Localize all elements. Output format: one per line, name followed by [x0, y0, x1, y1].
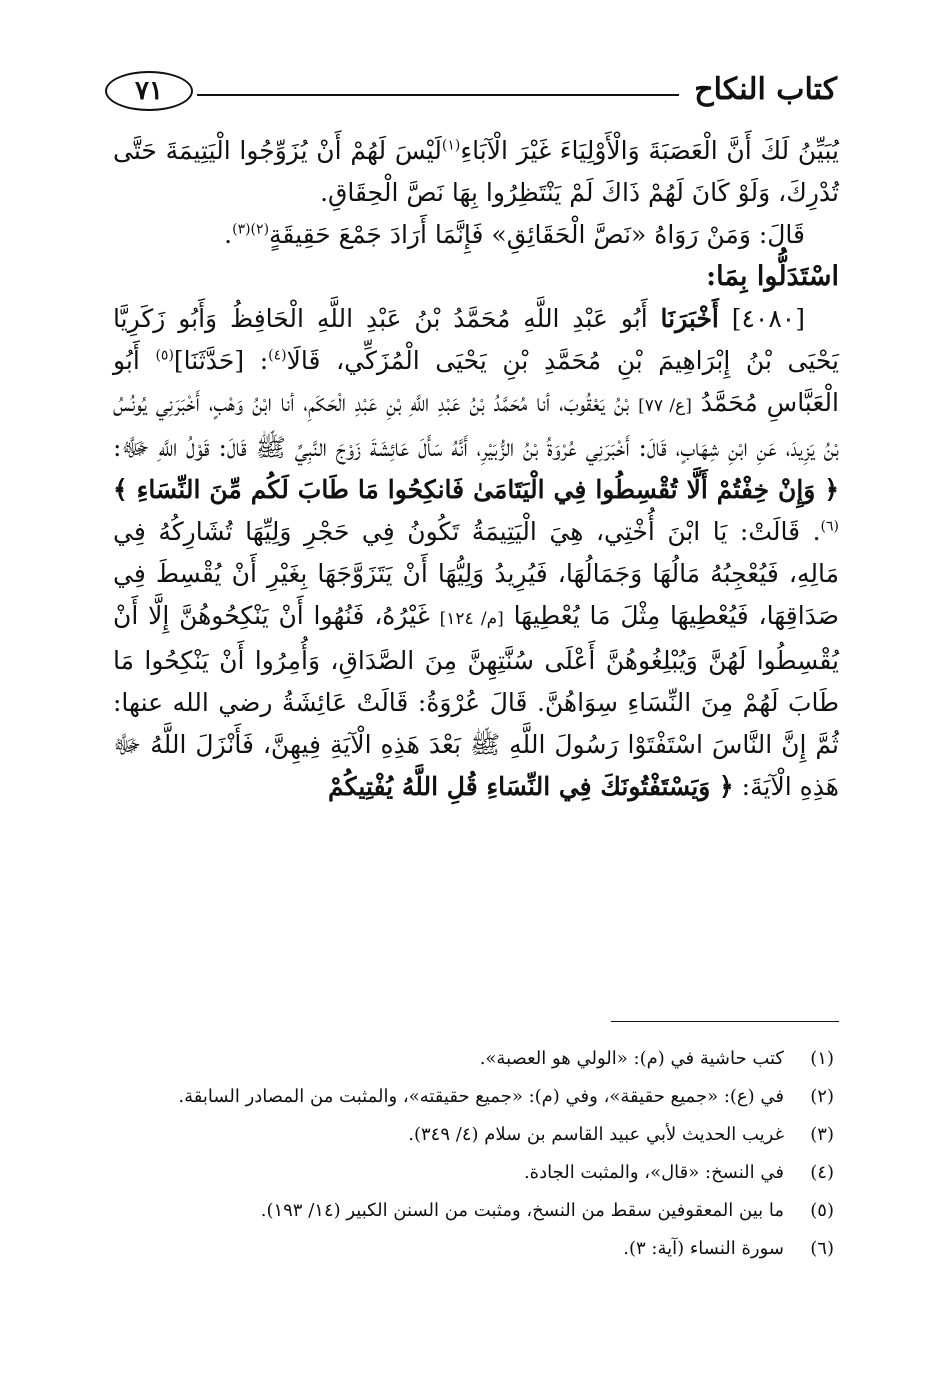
hadith-text-5: . قَالَتْ: يَا ابْنَ أُخْتِي، هِيَ الْيَتِيمَةُ تَكُونُ فِي حَجْرِ وَلِيِّهَا تُشَارِكُهُ فِي مَالِهِ، فَيُعْجِبُهُ مَالُهَا وَجَمَالُهَا، فَيُرِيدُ وَلِيُّهَا أَنْ يَتَزَوَّجَهَا بِغَيْرِ أَنْ يُقْسِطَ فِي صَدَاقِهَا، فَيُعْطِيهَا مِثْلَ مَا يُعْطِيهَا — [113, 517, 839, 630]
page-number-text: ٧١ — [135, 76, 163, 106]
hadith-text-4: بْنُ يَعْقُوبَ، أنا مُحَمَّدُ بْنُ عَبْدِ اللَّهِ بْنِ عَبْدِ الْحَكَمِ، أنا ابْنُ وَهْبٍ، أَخْبَرَنِي يُونُسُ بْنُ يَزِيدَ، عَنِ ابْنِ شِهَابٍ، قَالَ: أَخْبَرَنِي عُرْوَةُ بْنُ الزُّبَيْرِ، أَنَّهُ سَأَلَ عَائِشَةَ زَوْجَ النَّبِيِّ ﷺ قَالَ: قَوْلُ اللَّهِ ﷻ: — [113, 388, 839, 462]
hadith-text-3: أَبُو الْعَبَّاسِ مُحَمَّدُ — [113, 346, 839, 417]
hadith-text-1: أَبُو عَبْدِ اللَّهِ مُحَمَّدُ بْنُ عَبْدِ اللَّهِ الْحَافِظُ وَأَبُو زَكَرِيَّا يَحْيَى بْنُ إِبْرَاهِيمَ بْنِ مُحَمَّدِ بْنِ يَحْيَى الْمُزَكِّي، قَالَا — [113, 304, 840, 375]
manuscript-marker-a: [ع/ ٧٧] — [638, 396, 692, 416]
hadith-text-2: : [حَدَّثَنَا] — [173, 346, 269, 375]
footnote-text: في النسخ: «قال»، والمثبت الجادة. — [523, 1162, 784, 1183]
footnote-number: (١) — [810, 1048, 834, 1069]
akhbarana-word: أَخْبَرَنَا — [660, 304, 719, 333]
footnote-6 — [113, 1230, 834, 1268]
footnote-text: في (ع): «جميع حقيقة»، وفي (م): «جميع حقيقته»، والمثبت من المصادر السابقة. — [178, 1086, 784, 1107]
footnote-2 — [113, 1078, 834, 1116]
footnotes — [113, 1040, 834, 1268]
section-heading: اسْتَدَلُّوا بِمَا: — [706, 261, 839, 292]
footnote-4 — [113, 1154, 834, 1192]
paragraph-2 — [113, 214, 839, 256]
footnote-text: ما بين المعقوفين سقط من النسخ، ومثبت من السنن الكبير (١٤/ ١٩٣). — [260, 1200, 784, 1221]
footnote-ref-5[interactable]: (٥) — [155, 347, 174, 364]
paragraph-1 — [113, 130, 839, 214]
hadith-text-6: غَيْرُهُ، فَنُهُوا أَنْ يَنْكِحُوهُنَّ إِلَّا أَنْ يُقْسِطُوا لَهُنَّ وَيُبْلِغُوهُنَّ أَعْلَى سُنَّتِهِنَّ مِنَ الصَّدَاقِ، وَأُمِرُوا أَنْ يَنْكِحُوا مَا طَابَ لَهُمْ مِنَ النِّسَاءِ سِوَاهُنَّ. قَالَ عُرْوَةُ: قَالَتْ عَائِشَةُ رضي الله عنها: ثُمَّ إِنَّ النَّاسَ اسْتَفْتَوْا رَسُولَ اللَّهِ ﷺ بَعْدَ هَذِهِ الْآيَةِ فِيهِنَّ، فَأَنْزَلَ اللَّهُ ﷻ هَذِهِ الْآيَةَ: — [113, 601, 839, 801]
footnote-number: (٢) — [810, 1086, 834, 1107]
main-text — [113, 130, 839, 808]
quran-verse-2: ﴿ وَيَسْتَفْتُونَكَ فِي النِّسَاءِ قُلِ اللَّهُ يُفْتِيكُمْ — [327, 772, 734, 801]
quran-verse-1: ﴿ وَإِنْ خِفْتُمْ أَلَّا تُقْسِطُوا فِي الْيَتَامَىٰ فَانكِحُوا مَا طَابَ لَكُم مِّنَ النِّسَاءِ ﴾ — [113, 475, 839, 504]
footnote-separator — [611, 1021, 839, 1022]
footnote-ref-2-3[interactable]: (٢)(٣) — [232, 221, 270, 238]
footnote-number: (٥) — [810, 1200, 834, 1221]
hadith-number: [٤٠٨٠] — [731, 304, 805, 333]
footnote-number: (٤) — [810, 1162, 834, 1183]
page-header — [105, 70, 837, 116]
hadith-paragraph — [113, 298, 839, 808]
footnote-3 — [113, 1116, 834, 1154]
footnote-ref-4[interactable]: (٤) — [268, 347, 287, 364]
para2-end: . — [224, 220, 233, 249]
footnote-1 — [113, 1040, 834, 1078]
footnote-ref-6[interactable]: (٦) — [820, 518, 839, 535]
footnote-number: (٣) — [810, 1124, 834, 1145]
footnote-ref-1[interactable]: (١) — [441, 137, 461, 154]
footnote-number: (٦) — [810, 1238, 834, 1259]
page-number — [105, 71, 193, 111]
footnote-text: سورة النساء (آية: ٣). — [623, 1238, 784, 1259]
para1-text-b: لَيْسَ لَهُمْ أَنْ يُزَوِّجُوا الْيَتِيمَةَ حَتَّى تُدْرِكَ، وَلَوْ كَانَ لَهُمْ ذَاكَ لَمْ يَنْتَظِرُوا بِهَا نَصَّ الْحِقَاقِ. — [113, 136, 839, 207]
footnote-text: غريب الحديث لأبي عبيد القاسم بن سلام (٤/ ٣٤٩). — [408, 1124, 784, 1145]
para2-text: قَالَ: وَمَنْ رَوَاهُ «نَصَّ الْحَقَائِقِ» فَإِنَّمَا أَرَادَ جَمْعَ حَقِيقَةٍ — [269, 220, 805, 249]
book-title: كتاب النكاح — [694, 72, 837, 107]
header-rule — [197, 94, 679, 96]
footnote-text: كتب حاشية في (م): «الولي هو العصبة». — [479, 1048, 784, 1069]
footnote-5 — [113, 1192, 834, 1230]
manuscript-marker-m: [م/ ١٢٤] — [439, 609, 504, 629]
para1-text-a: يُبَيِّنُ لَكَ أَنَّ الْعَصَبَةَ وَالْأَوْلِيَاءَ غَيْرَ الْآبَاءِ — [460, 136, 839, 165]
